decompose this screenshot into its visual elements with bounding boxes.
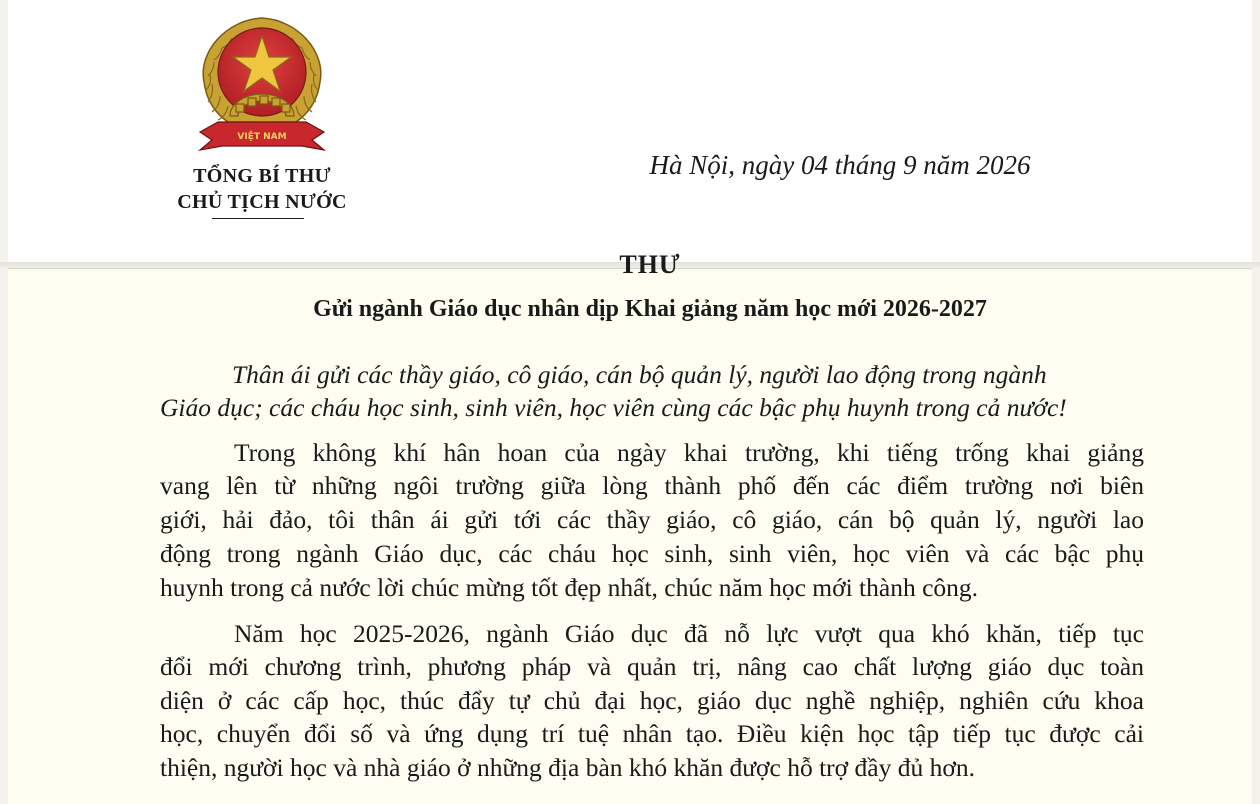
national-emblem-icon: [186, 12, 338, 162]
salutation-line: Giáo dục; các cháu học sinh, sinh viên, học viên cùng các bậc phụ huynh trong cả nước!: [160, 393, 1067, 422]
paragraph-2-line: học, chuyển đổi số và ứng dụng trí tuệ nhân tạo. Điều kiện học tập tiếp tục được cải: [160, 719, 1144, 748]
authority-underline: [212, 218, 304, 219]
paragraph-2-line: Năm học 2025-2026, ngành Giáo dục đã nỗ lực vượt qua khó khăn, tiếp tục: [234, 619, 1144, 648]
letter-date: Hà Nội, ngày 04 tháng 9 năm 2026: [649, 150, 1031, 180]
paragraph-1-line: động trong ngành Giáo dục, các cháu học sinh, sinh viên, học viên và các bậc phụ: [160, 539, 1144, 568]
salutation-line: Thân ái gửi các thầy giáo, cô giáo, cán bộ quản lý, người lao động trong ngành: [232, 360, 1047, 389]
issuing-authority: [150, 163, 374, 215]
paragraph-2-line: diện ở các cấp học, thúc đẩy tự chủ đại học, giáo dục nghề nghiệp, nghiên cứu khoa: [160, 686, 1144, 715]
letter-title: THƯ: [619, 250, 681, 279]
paragraph-1-line: Trong không khí hân hoan của ngày khai trường, khi tiếng trống khai giảng: [234, 438, 1144, 467]
paragraph-1-line: vang lên từ những ngôi trường giữa lòng thành phố đến các điểm trường nơi biên: [160, 471, 1144, 500]
paragraph-2-line: thiện, người học và nhà giáo ở những địa bàn khó khăn được hỗ trợ đầy đủ hơn.: [160, 753, 975, 782]
paragraph-2-line: đổi mới chương trình, phương pháp và quản trị, nâng cao chất lượng giáo dục toàn: [160, 652, 1144, 681]
authority-line-2: CHỦ TỊCH NƯỚC: [177, 191, 347, 213]
paragraph-1-line: giới, hải đảo, tôi thân ái gửi tới các thầy giáo, cô giáo, cán bộ quản lý, người lao: [160, 505, 1144, 534]
letter-subtitle: Gửi ngành Giáo dục nhân dịp Khai giảng năm học mới 2026-2027: [313, 296, 987, 322]
authority-line-1: TỔNG BÍ THƯ: [193, 165, 331, 187]
paragraph-1-line: huynh trong cả nước lời chúc mừng tốt đẹp nhất, chúc năm học mới thành công.: [160, 573, 979, 602]
emblem-ribbon-text: VIỆT NAM: [237, 132, 287, 142]
